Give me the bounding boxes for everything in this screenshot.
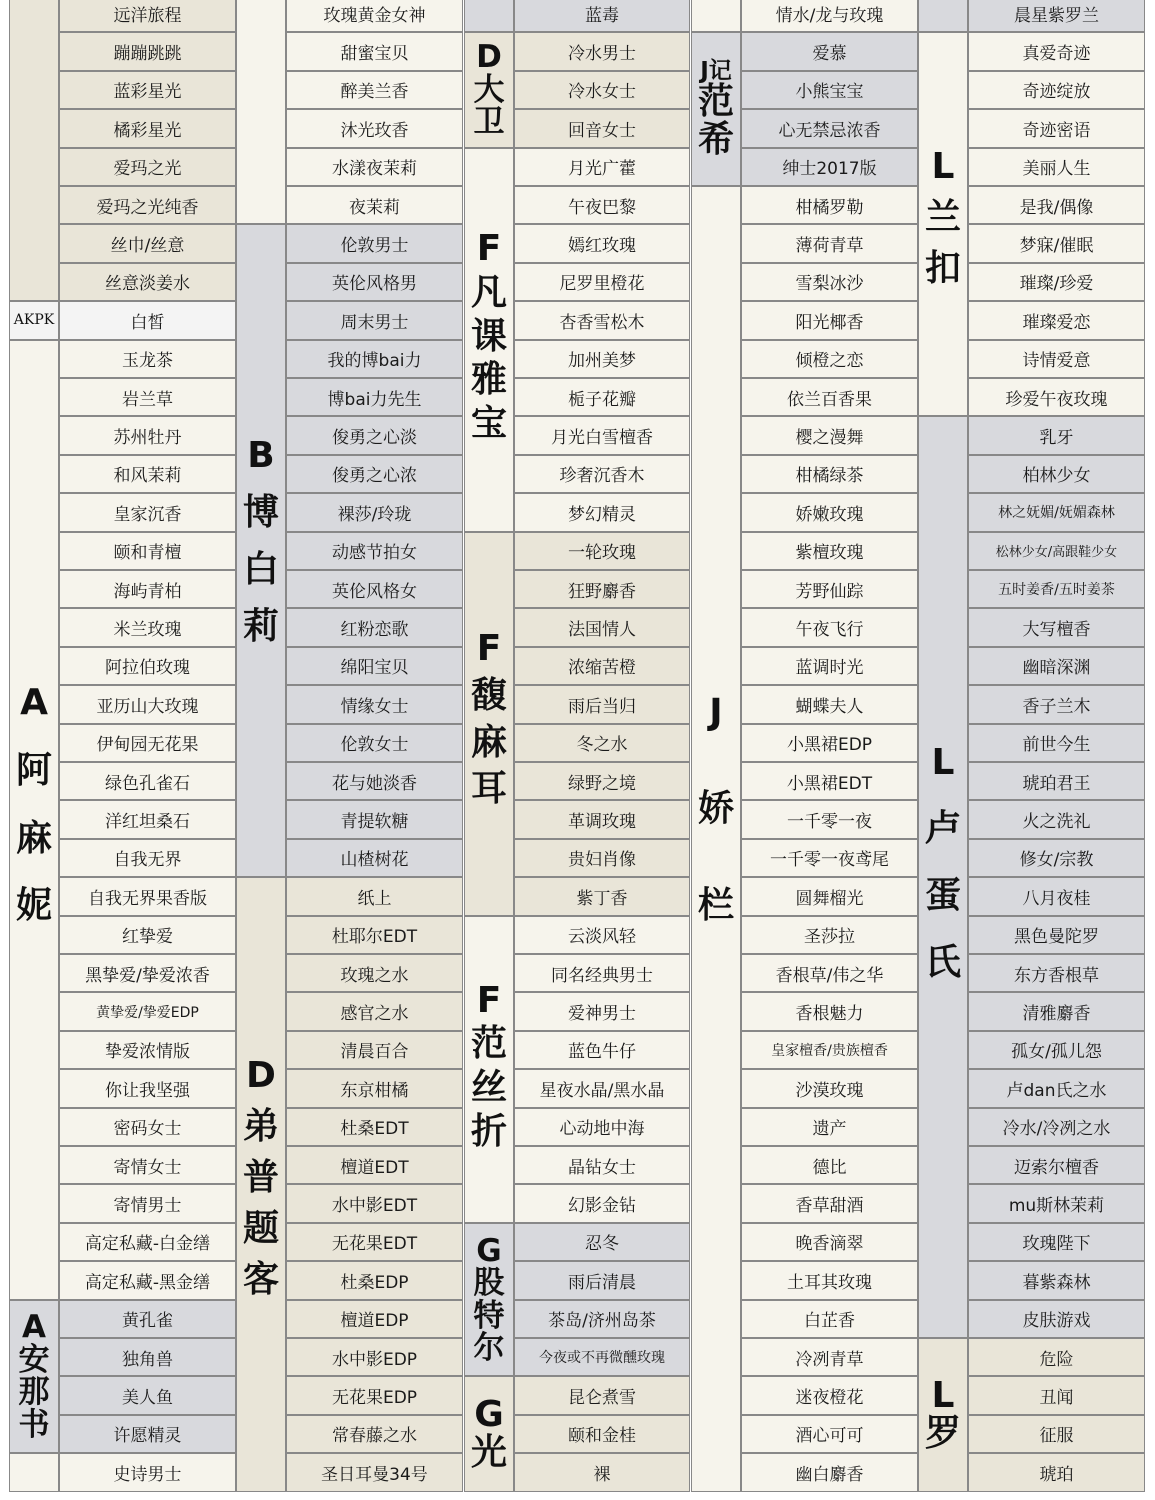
perfume-item: 真爱奇迹 xyxy=(968,32,1145,70)
perfume-item: 沐光玫香 xyxy=(286,109,463,147)
perfume-item: 岩兰草 xyxy=(59,378,236,416)
brand-blank xyxy=(691,0,741,32)
brand-char: 氏 xyxy=(924,941,961,983)
perfume-item: 常春藤之水 xyxy=(286,1415,463,1453)
perfume-item: 独角兽 xyxy=(59,1338,236,1376)
perfume-item: 丝巾/丝意 xyxy=(59,224,236,262)
perfume-item: 蓝彩星光 xyxy=(59,71,236,109)
perfume-item: 蓝毒 xyxy=(514,0,690,32)
perfume-item: 海屿青柏 xyxy=(59,570,236,608)
brand-char: 蛋 xyxy=(924,875,961,917)
perfume-item: 苏州牡丹 xyxy=(59,416,236,454)
perfume-item: 玉龙茶 xyxy=(59,340,236,378)
perfume-item: 云淡风轻 xyxy=(514,916,690,954)
perfume-item: 自我无界 xyxy=(59,839,236,877)
perfume-item: 蝴蝶夫人 xyxy=(741,685,918,723)
perfume-item: 檀道EDP xyxy=(286,1300,463,1338)
brand-char: D xyxy=(246,1055,276,1097)
perfume-item: 俊勇之心淡 xyxy=(286,416,463,454)
perfume-item: 前世今生 xyxy=(968,724,1145,762)
perfume-item: 小黑裙EDP xyxy=(741,724,918,762)
perfume-item: 东方香根草 xyxy=(968,954,1145,992)
brand-label xyxy=(918,416,968,1338)
perfume-item: mu斯林茉莉 xyxy=(968,1184,1145,1222)
perfume-item: 绿色孔雀石 xyxy=(59,762,236,800)
perfume-item: 璀璨爱恋 xyxy=(968,301,1145,339)
brand-char: 范 xyxy=(697,81,734,123)
perfume-item: 午夜飞行 xyxy=(741,608,918,646)
perfume-item: 德比 xyxy=(741,1146,918,1184)
brand-label xyxy=(464,532,514,916)
brand-char: 麻 xyxy=(470,721,507,763)
perfume-item: 圣莎拉 xyxy=(741,916,918,954)
brand-label xyxy=(236,877,286,1491)
perfume-item: 星夜水晶/黑水晶 xyxy=(514,1069,690,1107)
brand-char: 课 xyxy=(470,315,507,357)
perfume-item: 冷水/冷冽之水 xyxy=(968,1108,1145,1146)
brand-char: 安 xyxy=(18,1341,50,1378)
brand-char: 特 xyxy=(473,1297,505,1334)
perfume-item: 我的博bai力 xyxy=(286,340,463,378)
perfume-item: 冷水女士 xyxy=(514,71,690,109)
perfume-item: 忍冬 xyxy=(514,1223,690,1261)
brand-char: 范 xyxy=(470,1023,507,1065)
perfume-item: 香子兰木 xyxy=(968,685,1145,723)
perfume-item: 伦敦女士 xyxy=(286,724,463,762)
brand-label xyxy=(464,148,514,532)
perfume-item: 无花果EDP xyxy=(286,1376,463,1414)
perfume-item: 裸 xyxy=(514,1453,690,1491)
brand-char: 书 xyxy=(18,1406,50,1443)
brand-char: 光 xyxy=(470,1431,507,1473)
brand-char: 栏 xyxy=(697,885,734,927)
perfume-item: 白芷香 xyxy=(741,1300,918,1338)
perfume-item: 松林少女/高跟鞋少女 xyxy=(968,532,1145,570)
perfume-item: 黄孔雀 xyxy=(59,1300,236,1338)
perfume-item: 美丽人生 xyxy=(968,148,1145,186)
perfume-item: 加州美梦 xyxy=(514,340,690,378)
brand-char: 麻 xyxy=(15,817,52,859)
perfume-item: 沙漠玫瑰 xyxy=(741,1069,918,1107)
brand-char: 客 xyxy=(242,1258,279,1300)
brand-char: 妮 xyxy=(15,885,52,927)
brand-char: A xyxy=(20,682,48,723)
brand-label xyxy=(9,301,59,339)
perfume-item: 法国情人 xyxy=(514,608,690,646)
brand-char: L xyxy=(931,741,955,783)
perfume-item: 晨星紫罗兰 xyxy=(968,0,1145,32)
perfume-item: 浓缩苦橙 xyxy=(514,647,690,685)
perfume-item: 雨后当归 xyxy=(514,685,690,723)
perfume-item: 昆仑煮雪 xyxy=(514,1376,690,1414)
perfume-item: 晶钻女士 xyxy=(514,1146,690,1184)
brand-char: L xyxy=(931,1375,955,1416)
perfume-item: 皇家檀香/贵族檀香 xyxy=(741,1031,918,1069)
perfume-item: 乳牙 xyxy=(968,416,1145,454)
perfume-item: 香根魅力 xyxy=(741,992,918,1030)
perfume-item: 俊勇之心浓 xyxy=(286,455,463,493)
brand-char: 股 xyxy=(473,1265,505,1302)
perfume-item: 一千零一夜鸢尾 xyxy=(741,839,918,877)
brand-char: D xyxy=(476,39,502,76)
perfume-item: 蓝色牛仔 xyxy=(514,1031,690,1069)
perfume-item: 许愿精灵 xyxy=(59,1415,236,1453)
perfume-item: 栀子花瓣 xyxy=(514,378,690,416)
perfume-item: 高定私藏-黑金缮 xyxy=(59,1261,236,1299)
brand-char: 大 xyxy=(473,71,505,108)
brand-blank xyxy=(464,0,514,32)
perfume-item: 酒心可可 xyxy=(741,1415,918,1453)
perfume-item: 夜茉莉 xyxy=(286,186,463,224)
perfume-item: 绵阳宝贝 xyxy=(286,647,463,685)
brand-char: G xyxy=(476,1232,502,1269)
brand-char: 凡 xyxy=(470,271,507,313)
perfume-item: 危险 xyxy=(968,1338,1145,1376)
brand-char: 那 xyxy=(18,1374,50,1411)
brand-char: 普 xyxy=(242,1156,279,1198)
perfume-item: 爱玛之光 xyxy=(59,148,236,186)
brand-char: 兰 xyxy=(924,196,961,238)
brand-char: L xyxy=(931,146,955,188)
perfume-item: 依兰百香果 xyxy=(741,378,918,416)
perfume-item: 紫丁香 xyxy=(514,877,690,915)
perfume-item: 柏林少女 xyxy=(968,455,1145,493)
perfume-item: 午夜巴黎 xyxy=(514,186,690,224)
perfume-item: 情缘女士 xyxy=(286,685,463,723)
perfume-item: 远洋旅程 xyxy=(59,0,236,32)
brand-char: J记 xyxy=(700,58,732,85)
perfume-item: 绿野之境 xyxy=(514,762,690,800)
perfume-item: 杏香雪松木 xyxy=(514,301,690,339)
brand-label xyxy=(9,1300,59,1454)
brand-char: AKPK xyxy=(13,312,55,329)
perfume-item: 倾橙之恋 xyxy=(741,340,918,378)
perfume-item: 贵妇肖像 xyxy=(514,839,690,877)
perfume-item: 东京柑橘 xyxy=(286,1069,463,1107)
brand-char: B xyxy=(247,435,275,477)
perfume-item: 晚香滴翠 xyxy=(741,1223,918,1261)
perfume-item: 丝意淡姜水 xyxy=(59,263,236,301)
brand-blank xyxy=(9,1453,59,1491)
perfume-item: 一轮玫瑰 xyxy=(514,532,690,570)
perfume-item: 米兰玫瑰 xyxy=(59,608,236,646)
perfume-item: 雪梨冰沙 xyxy=(741,263,918,301)
perfume-item: 芳野仙踪 xyxy=(741,570,918,608)
perfume-item: 火之洗礼 xyxy=(968,800,1145,838)
perfume-item: 柑橘绿茶 xyxy=(741,455,918,493)
perfume-item: 裸莎/玲珑 xyxy=(286,493,463,531)
perfume-item: 清晨百合 xyxy=(286,1031,463,1069)
brand-char: F xyxy=(476,228,502,270)
perfume-item: 奇迹绽放 xyxy=(968,71,1145,109)
perfume-item: 醉美兰香 xyxy=(286,71,463,109)
perfume-item: 暮紫森林 xyxy=(968,1261,1145,1299)
perfume-item: 冷水男士 xyxy=(514,32,690,70)
brand-char: 娇 xyxy=(697,788,734,830)
brand-label xyxy=(691,32,741,186)
perfume-item: 幽白麝香 xyxy=(741,1453,918,1491)
perfume-item: 花与她淡香 xyxy=(286,762,463,800)
perfume-item: 五时姜香/五时姜茶 xyxy=(968,570,1145,608)
perfume-item: 博bai力先生 xyxy=(286,378,463,416)
perfume-item: 无花果EDT xyxy=(286,1223,463,1261)
perfume-item: 爱神男士 xyxy=(514,992,690,1030)
brand-char: 尔 xyxy=(473,1330,505,1367)
brand-label xyxy=(691,186,741,1492)
brand-char: 宝 xyxy=(470,403,507,445)
perfume-item: 土耳其玫瑰 xyxy=(741,1261,918,1299)
perfume-item: 幽暗深渊 xyxy=(968,647,1145,685)
brand-char: G xyxy=(474,1394,504,1436)
perfume-item: 茶岛/济州岛茶 xyxy=(514,1300,690,1338)
perfume-item: 修女/宗教 xyxy=(968,839,1145,877)
perfume-item: 琥珀君王 xyxy=(968,762,1145,800)
perfume-item: 杜桑EDP xyxy=(286,1261,463,1299)
perfume-item: 是我/偶像 xyxy=(968,186,1145,224)
perfume-item: 雨后清晨 xyxy=(514,1261,690,1299)
perfume-item: 清雅麝香 xyxy=(968,992,1145,1030)
perfume-item: 娇嫩玫瑰 xyxy=(741,493,918,531)
perfume-item: 甜蜜宝贝 xyxy=(286,32,463,70)
brand-char: 卢 xyxy=(924,808,961,850)
perfume-item: 香草甜酒 xyxy=(741,1184,918,1222)
perfume-item: 嫣红玫瑰 xyxy=(514,224,690,262)
perfume-item: 寄情女士 xyxy=(59,1146,236,1184)
perfume-item: 阳光椰香 xyxy=(741,301,918,339)
perfume-item: 梦寐/催眠 xyxy=(968,224,1145,262)
brand-char: F xyxy=(476,628,502,669)
brand-char: 雅 xyxy=(470,359,507,401)
perfume-item: 梦幻精灵 xyxy=(514,493,690,531)
brand-char: A xyxy=(22,1309,46,1346)
perfume-item: 心无禁忌浓香 xyxy=(741,109,918,147)
perfume-item: 珍奢沉香木 xyxy=(514,455,690,493)
perfume-item: 美人鱼 xyxy=(59,1376,236,1414)
perfume-item: 红挚爱 xyxy=(59,916,236,954)
perfume-item: 迷夜橙花 xyxy=(741,1376,918,1414)
brand-char: 博 xyxy=(242,491,279,533)
perfume-item: 遗产 xyxy=(741,1108,918,1146)
perfume-item: 卢dan氏之水 xyxy=(968,1069,1145,1107)
brand-char: 弟 xyxy=(242,1106,279,1148)
brand-char: 丝 xyxy=(470,1067,507,1109)
perfume-item: 玫瑰之水 xyxy=(286,954,463,992)
perfume-item: 颐和金桂 xyxy=(514,1415,690,1453)
perfume-item: 皮肤游戏 xyxy=(968,1300,1145,1338)
perfume-item: 黄挚爱/挚爱EDP xyxy=(59,992,236,1030)
perfume-item: 黑色曼陀罗 xyxy=(968,916,1145,954)
perfume-item: 动感节拍女 xyxy=(286,532,463,570)
brand-label xyxy=(464,32,514,147)
brand-blank xyxy=(9,0,59,301)
perfume-item: 狂野麝香 xyxy=(514,570,690,608)
perfume-item: 周末男士 xyxy=(286,301,463,339)
perfume-item: 杜耶尔EDT xyxy=(286,916,463,954)
perfume-item: 冬之水 xyxy=(514,724,690,762)
perfume-item: 伦敦男士 xyxy=(286,224,463,262)
perfume-item: 情水/龙与玫瑰 xyxy=(741,0,918,32)
brand-blank xyxy=(236,0,286,224)
perfume-item: 玫瑰黄金女神 xyxy=(286,0,463,32)
perfume-item: 蹦蹦跳跳 xyxy=(59,32,236,70)
brand-char: 题 xyxy=(242,1207,279,1249)
brand-label xyxy=(464,1223,514,1377)
brand-char: 耳 xyxy=(470,768,507,810)
perfume-item: 绅士2017版 xyxy=(741,148,918,186)
brand-char: 卫 xyxy=(473,104,505,141)
perfume-item: 阿拉伯玫瑰 xyxy=(59,647,236,685)
perfume-item: 璀璨/珍爱 xyxy=(968,263,1145,301)
perfume-item: 爱慕 xyxy=(741,32,918,70)
perfume-item: 小熊宝宝 xyxy=(741,71,918,109)
perfume-item: 水漾夜茉莉 xyxy=(286,148,463,186)
perfume-item: 一千零一夜 xyxy=(741,800,918,838)
perfume-item: 革调玫瑰 xyxy=(514,800,690,838)
perfume-item: 香根草/伟之华 xyxy=(741,954,918,992)
brand-char: 罗 xyxy=(924,1412,961,1454)
perfume-item: 孤女/孤儿怨 xyxy=(968,1031,1145,1069)
perfume-item: 英伦风格女 xyxy=(286,570,463,608)
perfume-item: 玫瑰陛下 xyxy=(968,1223,1145,1261)
perfume-item: 征服 xyxy=(968,1415,1145,1453)
perfume-item: 紫檀玫瑰 xyxy=(741,532,918,570)
brand-char: 白 xyxy=(242,548,279,590)
perfume-item: 纸上 xyxy=(286,877,463,915)
perfume-item: 圆舞榴光 xyxy=(741,877,918,915)
perfume-item: 檀道EDT xyxy=(286,1146,463,1184)
brand-char: J xyxy=(709,691,723,733)
perfume-item: 诗情爱意 xyxy=(968,340,1145,378)
perfume-item: 水中影EDT xyxy=(286,1184,463,1222)
brand-label xyxy=(9,340,59,1300)
brand-label xyxy=(918,1338,968,1492)
perfume-item: 奇迹密语 xyxy=(968,109,1145,147)
perfume-item: 柑橘罗勒 xyxy=(741,186,918,224)
perfume-item: 高定私藏-白金缮 xyxy=(59,1223,236,1261)
perfume-item: 同名经典男士 xyxy=(514,954,690,992)
perfume-item: 林之妩媚/妩媚森林 xyxy=(968,493,1145,531)
perfume-item: 和风茉莉 xyxy=(59,455,236,493)
brand-char: 馥 xyxy=(470,674,507,716)
perfume-item: 青提软糖 xyxy=(286,800,463,838)
perfume-item: 爱玛之光纯香 xyxy=(59,186,236,224)
brand-label xyxy=(464,1376,514,1491)
perfume-item: 琥珀 xyxy=(968,1453,1145,1491)
perfume-item: 挚爱浓情版 xyxy=(59,1031,236,1069)
brand-char: 扣 xyxy=(924,247,961,289)
perfume-item: 大写檀香 xyxy=(968,608,1145,646)
perfume-item: 冷冽青草 xyxy=(741,1338,918,1376)
perfume-item: 回音女士 xyxy=(514,109,690,147)
perfume-item: 你让我坚强 xyxy=(59,1069,236,1107)
perfume-item: 迈索尔檀香 xyxy=(968,1146,1145,1184)
brand-label xyxy=(464,916,514,1223)
perfume-item: 颐和青檀 xyxy=(59,532,236,570)
perfume-item: 山楂树花 xyxy=(286,839,463,877)
perfume-item: 自我无界果香版 xyxy=(59,877,236,915)
perfume-item: 洋红坦桑石 xyxy=(59,800,236,838)
perfume-item: 幻影金钻 xyxy=(514,1184,690,1222)
perfume-item: 伊甸园无花果 xyxy=(59,724,236,762)
perfume-item: 白皙 xyxy=(59,301,236,339)
brand-char: F xyxy=(476,979,502,1021)
perfume-item: 亚历山大玫瑰 xyxy=(59,685,236,723)
perfume-item: 心动地中海 xyxy=(514,1108,690,1146)
perfume-item: 橘彩星光 xyxy=(59,109,236,147)
perfume-item: 今夜或不再微醺玫瑰 xyxy=(514,1338,690,1376)
perfume-item: 尼罗里橙花 xyxy=(514,263,690,301)
brand-char: 阿 xyxy=(15,749,52,791)
brand-char: 莉 xyxy=(242,605,279,647)
brand-blank xyxy=(918,0,968,32)
perfume-item: 丑闻 xyxy=(968,1376,1145,1414)
brand-label xyxy=(236,224,286,877)
perfume-item: 水中影EDP xyxy=(286,1338,463,1376)
perfume-item: 珍爱午夜玫瑰 xyxy=(968,378,1145,416)
perfume-item: 月光白雪檀香 xyxy=(514,416,690,454)
perfume-item: 皇家沉香 xyxy=(59,493,236,531)
perfume-item: 感官之水 xyxy=(286,992,463,1030)
brand-char: 折 xyxy=(470,1110,507,1152)
perfume-item: 樱之漫舞 xyxy=(741,416,918,454)
brand-label xyxy=(918,32,968,416)
perfume-item: 黑挚爱/挚爱浓香 xyxy=(59,954,236,992)
perfume-item: 史诗男士 xyxy=(59,1453,236,1491)
brand-char: 希 xyxy=(697,119,734,161)
perfume-item: 红粉恋歌 xyxy=(286,608,463,646)
perfume-item: 寄情男士 xyxy=(59,1184,236,1222)
perfume-item: 杜桑EDT xyxy=(286,1108,463,1146)
perfume-item: 月光广藿 xyxy=(514,148,690,186)
perfume-item: 八月夜桂 xyxy=(968,877,1145,915)
perfume-item: 蓝调时光 xyxy=(741,647,918,685)
perfume-item: 圣日耳曼34号 xyxy=(286,1453,463,1491)
perfume-item: 英伦风格男 xyxy=(286,263,463,301)
perfume-item: 薄荷青草 xyxy=(741,224,918,262)
perfume-item: 密码女士 xyxy=(59,1108,236,1146)
perfume-item: 小黑裙EDT xyxy=(741,762,918,800)
